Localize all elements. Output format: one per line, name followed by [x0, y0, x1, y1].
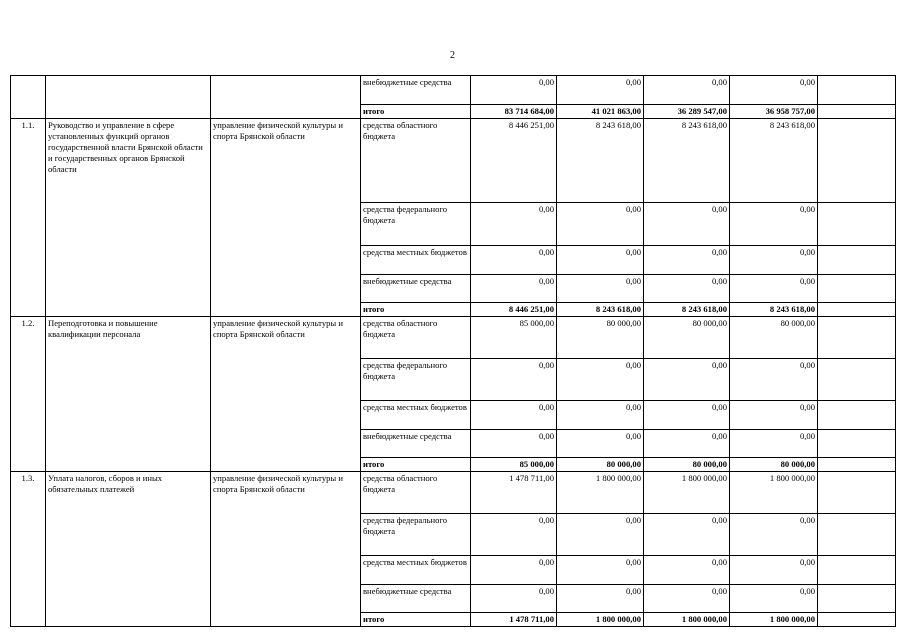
value-cell: 36 289 547,00 — [644, 105, 730, 119]
value-cell: 0,00 — [471, 556, 557, 585]
value-cell: 0,00 — [471, 585, 557, 613]
empty-cell — [818, 401, 896, 430]
value-cell: 1 800 000,00 — [644, 613, 730, 627]
section-number: 1.3. — [11, 472, 46, 627]
source-cell: средства федерального бюджета — [361, 514, 471, 556]
section-name: Переподготовка и повышение квалификации персонала — [46, 317, 211, 472]
value-cell: 0,00 — [471, 246, 557, 275]
source-cell: средства областного бюджета — [361, 472, 471, 514]
section-executor: управление физической культуры и спорта Брянской области — [211, 472, 361, 627]
source-cell: средства федерального бюджета — [361, 359, 471, 401]
source-cell: средства местных бюджетов — [361, 401, 471, 430]
budget-table — [10, 75, 896, 627]
value-cell: 0,00 — [471, 430, 557, 458]
value-cell: 0,00 — [471, 76, 557, 105]
value-cell: 0,00 — [557, 430, 644, 458]
section-number: 1.2. — [11, 317, 46, 472]
empty-cell — [818, 514, 896, 556]
empty-cell — [818, 458, 896, 472]
value-cell: 1 478 711,00 — [471, 472, 557, 514]
value-cell: 8 243 618,00 — [644, 119, 730, 203]
value-cell: 0,00 — [644, 359, 730, 401]
value-cell: 85 000,00 — [471, 317, 557, 359]
table-row — [11, 317, 896, 359]
table-row — [11, 119, 896, 203]
empty-cell — [818, 317, 896, 359]
value-cell: 0,00 — [644, 556, 730, 585]
value-cell: 0,00 — [471, 203, 557, 246]
value-cell: 0,00 — [644, 275, 730, 303]
source-cell: внебюджетные средства — [361, 275, 471, 303]
value-cell: 1 800 000,00 — [557, 613, 644, 627]
value-cell: 36 958 757,00 — [730, 105, 818, 119]
source-cell: итого — [361, 105, 471, 119]
value-cell: 0,00 — [730, 556, 818, 585]
value-cell: 0,00 — [730, 585, 818, 613]
empty-cell — [818, 119, 896, 203]
value-cell: 0,00 — [471, 401, 557, 430]
table-row — [11, 472, 896, 514]
value-cell: 1 800 000,00 — [730, 472, 818, 514]
source-cell: итого — [361, 458, 471, 472]
source-cell: средства областного бюджета — [361, 317, 471, 359]
value-cell: 0,00 — [644, 246, 730, 275]
value-cell: 0,00 — [471, 514, 557, 556]
value-cell: 0,00 — [730, 401, 818, 430]
value-cell: 1 800 000,00 — [730, 613, 818, 627]
number-cell — [11, 76, 46, 119]
empty-cell — [818, 359, 896, 401]
empty-cell — [818, 246, 896, 275]
source-cell: внебюджетные средства — [361, 585, 471, 613]
value-cell: 0,00 — [730, 76, 818, 105]
value-cell: 8 243 618,00 — [730, 303, 818, 317]
value-cell: 0,00 — [557, 275, 644, 303]
source-cell: итого — [361, 303, 471, 317]
budget-table-body — [11, 76, 896, 627]
executor-cell — [211, 76, 361, 119]
empty-cell — [818, 430, 896, 458]
value-cell: 0,00 — [557, 585, 644, 613]
empty-cell — [818, 472, 896, 514]
value-cell: 0,00 — [557, 76, 644, 105]
value-cell: 0,00 — [644, 203, 730, 246]
value-cell: 80 000,00 — [557, 458, 644, 472]
value-cell: 8 446 251,00 — [471, 119, 557, 203]
value-cell: 0,00 — [557, 556, 644, 585]
value-cell: 1 800 000,00 — [557, 472, 644, 514]
value-cell: 0,00 — [557, 246, 644, 275]
value-cell: 0,00 — [644, 514, 730, 556]
page-number: 2 — [450, 50, 455, 61]
value-cell: 8 243 618,00 — [557, 303, 644, 317]
value-cell: 80 000,00 — [644, 317, 730, 359]
value-cell: 41 021 863,00 — [557, 105, 644, 119]
value-cell: 0,00 — [730, 514, 818, 556]
table-row — [11, 76, 896, 105]
value-cell: 0,00 — [644, 401, 730, 430]
value-cell: 0,00 — [557, 203, 644, 246]
source-cell: итого — [361, 613, 471, 627]
empty-cell — [818, 613, 896, 627]
empty-cell — [818, 105, 896, 119]
section-executor: управление физической культуры и спорта Брянской области — [211, 317, 361, 472]
value-cell: 0,00 — [644, 430, 730, 458]
value-cell: 8 243 618,00 — [730, 119, 818, 203]
empty-cell — [818, 585, 896, 613]
value-cell: 0,00 — [730, 359, 818, 401]
value-cell: 0,00 — [730, 275, 818, 303]
value-cell: 0,00 — [730, 203, 818, 246]
source-cell: средства местных бюджетов — [361, 556, 471, 585]
value-cell: 8 243 618,00 — [557, 119, 644, 203]
value-cell: 0,00 — [730, 430, 818, 458]
value-cell: 0,00 — [644, 76, 730, 105]
empty-cell — [818, 203, 896, 246]
value-cell: 0,00 — [730, 246, 818, 275]
value-cell: 80 000,00 — [730, 458, 818, 472]
value-cell: 1 478 711,00 — [471, 613, 557, 627]
source-cell: внебюджетные средства — [361, 76, 471, 105]
value-cell: 80 000,00 — [730, 317, 818, 359]
name-cell — [46, 76, 211, 119]
value-cell: 0,00 — [471, 275, 557, 303]
empty-cell — [818, 556, 896, 585]
value-cell: 85 000,00 — [471, 458, 557, 472]
empty-cell — [818, 275, 896, 303]
value-cell: 0,00 — [471, 359, 557, 401]
value-cell: 8 446 251,00 — [471, 303, 557, 317]
value-cell: 0,00 — [557, 401, 644, 430]
value-cell: 8 243 618,00 — [644, 303, 730, 317]
source-cell: средства федерального бюджета — [361, 203, 471, 246]
value-cell: 1 800 000,00 — [644, 472, 730, 514]
value-cell: 83 714 684,00 — [471, 105, 557, 119]
value-cell: 0,00 — [644, 585, 730, 613]
value-cell: 80 000,00 — [644, 458, 730, 472]
section-name: Руководство и управление в сфере установленных функций органов государственной власти Брянской области и государственных органов Брянской области — [46, 119, 211, 317]
source-cell: внебюджетные средства — [361, 430, 471, 458]
empty-cell — [818, 303, 896, 317]
value-cell: 0,00 — [557, 514, 644, 556]
source-cell: средства местных бюджетов — [361, 246, 471, 275]
section-name: Уплата налогов, сборов и иных обязательных платежей — [46, 472, 211, 627]
section-executor: управление физической культуры и спорта Брянской области — [211, 119, 361, 317]
section-number: 1.1. — [11, 119, 46, 317]
source-cell: средства областного бюджета — [361, 119, 471, 203]
value-cell: 0,00 — [557, 359, 644, 401]
value-cell: 80 000,00 — [557, 317, 644, 359]
empty-cell — [818, 76, 896, 105]
